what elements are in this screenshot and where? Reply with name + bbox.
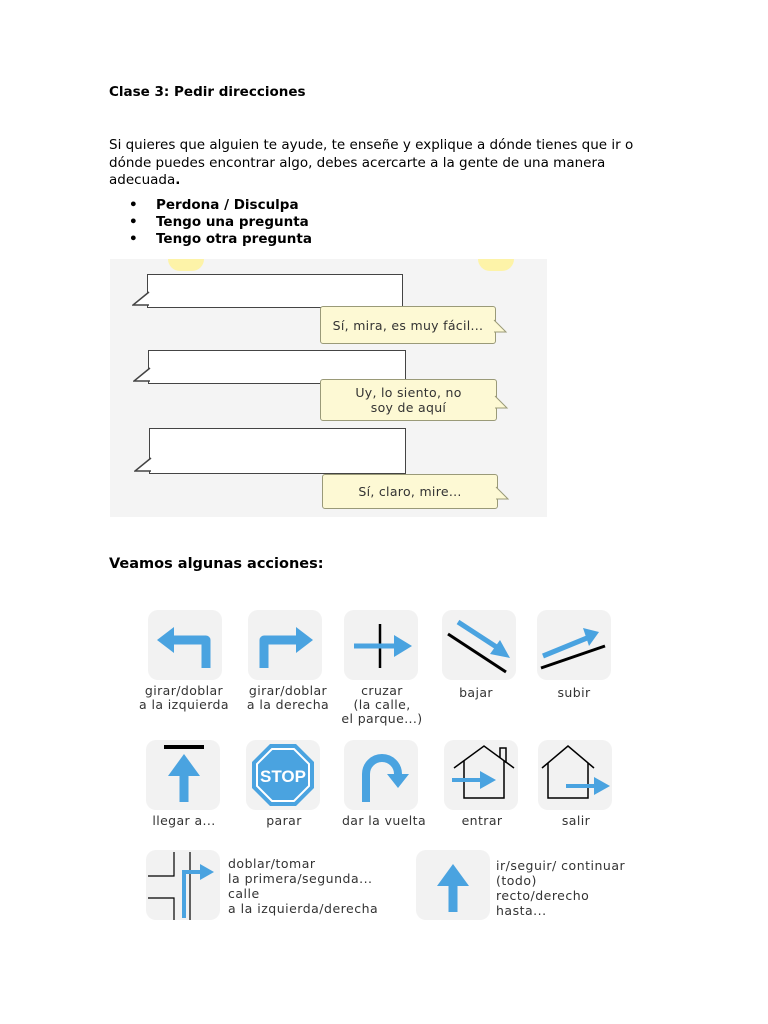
- action-tile: [442, 610, 516, 680]
- action-label: subir: [557, 685, 591, 700]
- turn-right-arrow-icon: [248, 610, 322, 680]
- intro-text: Si quieres que alguien te ayude, te enseñe y explique a dónde tienes que ir o dónde puedes encontrar algo, debes acercarte a la gente de una manera adecuada: [109, 137, 634, 188]
- reply-bubble: Sí, mira, es muy fácil...: [320, 306, 496, 344]
- reply-bubble: Sí, claro, mire...: [322, 474, 498, 509]
- action-tile: [146, 850, 220, 920]
- action-label: doblar/tomar la primera/segunda... calle a la izquierda/derecha: [228, 856, 379, 916]
- list-item-text: Tengo una pregunta: [156, 214, 309, 230]
- list-item-text: Perdona / Disculpa: [156, 197, 299, 213]
- dialogue-image: [110, 259, 547, 517]
- action-tile: [246, 740, 320, 810]
- exit-house-icon: [538, 740, 612, 810]
- action-tile: [537, 610, 611, 680]
- phrase-list: [129, 197, 312, 248]
- action-label: parar: [266, 813, 302, 828]
- take-street-icon: [146, 850, 220, 920]
- action-label: bajar: [459, 685, 493, 700]
- action-label: dar la vuelta: [341, 813, 427, 828]
- intro-period: .: [175, 172, 181, 188]
- action-label: girar/doblar a la izquierda: [139, 683, 229, 712]
- action-label: girar/doblar a la derecha: [246, 683, 330, 712]
- stop-sign-icon: [246, 740, 320, 810]
- list-item-text: Tengo otra pregunta: [156, 231, 312, 247]
- cross-street-icon: [344, 610, 418, 680]
- action-tile: [444, 740, 518, 810]
- bubble-tail-icon: [134, 457, 154, 473]
- action-tile: [148, 610, 222, 680]
- bullet-glyph: •: [129, 231, 138, 247]
- stop-sign-text: STOP: [260, 767, 306, 786]
- empty-speech-bubble: [147, 274, 403, 308]
- enter-house-icon: [444, 740, 518, 810]
- go-down-icon: [442, 610, 516, 680]
- sun-decoration: [168, 259, 204, 271]
- list-item: [129, 197, 312, 214]
- action-label: entrar: [461, 813, 503, 828]
- action-label: cruzar (la calle, el parque...): [341, 683, 423, 726]
- empty-speech-bubble: [149, 428, 406, 474]
- page-title: Clase 3: Pedir direcciones: [109, 84, 306, 100]
- go-up-icon: [537, 610, 611, 680]
- bubble-tail-icon: [494, 395, 510, 411]
- sun-decoration: [478, 259, 514, 271]
- action-label: ir/seguir/ continuar (todo) recto/derecho hasta...: [496, 858, 626, 918]
- bubble-tail-icon: [495, 486, 511, 502]
- bubble-tail-icon: [133, 367, 153, 383]
- action-tile: [146, 740, 220, 810]
- bubble-tail-icon: [493, 319, 509, 335]
- action-label: llegar a...: [152, 813, 216, 828]
- list-item: [129, 214, 312, 231]
- action-label: salir: [561, 813, 591, 828]
- actions-image: [118, 600, 658, 925]
- continue-straight-icon: [416, 850, 490, 920]
- action-tile: [538, 740, 612, 810]
- section-heading: Veamos algunas acciones:: [109, 556, 324, 572]
- action-tile: [344, 610, 418, 680]
- reply-bubble: Uy, lo siento, no soy de aquí: [320, 379, 497, 421]
- list-item: [129, 231, 312, 248]
- bullet-glyph: •: [129, 214, 138, 230]
- turn-left-arrow-icon: [148, 610, 222, 680]
- bubble-tail-icon: [132, 291, 152, 307]
- action-tile: [344, 740, 418, 810]
- u-turn-icon: [344, 740, 418, 810]
- arrive-icon: [146, 740, 220, 810]
- action-tile: [416, 850, 490, 920]
- bullet-glyph: •: [129, 197, 138, 213]
- intro-paragraph: [109, 137, 659, 190]
- action-tile: [248, 610, 322, 680]
